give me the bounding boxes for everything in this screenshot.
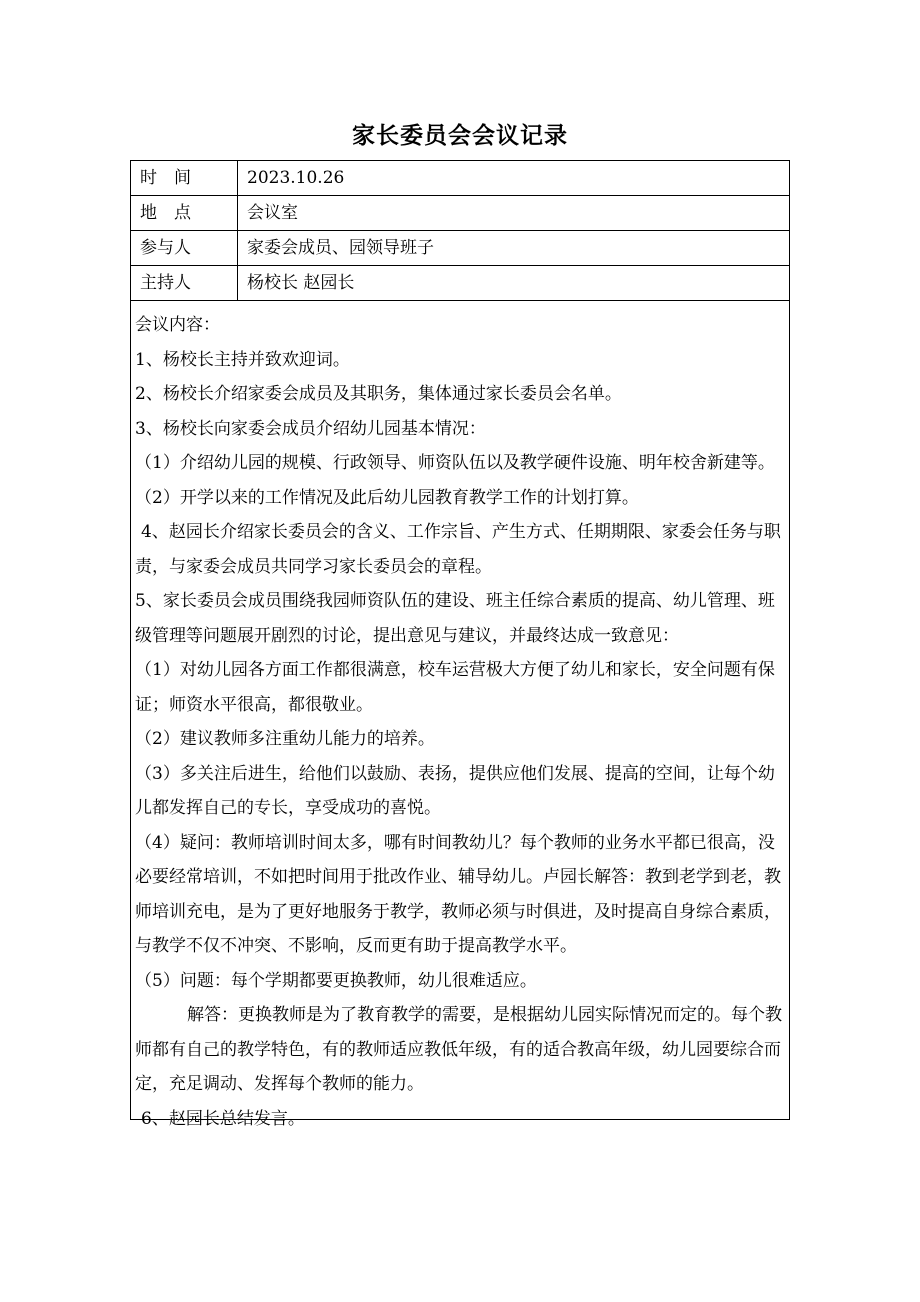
info-value: 会议室 [247,203,298,223]
content-item: （5）问题：每个学期都要更换教师，幼儿很难适应。 [135,970,537,991]
info-label: 时 间 [131,161,238,195]
content-item: 2、杨校长介绍家委会成员及其职务，集体通过家长委员会名单。 [135,384,622,404]
content-item: 6、赵园长总结发言。 [141,1108,305,1129]
info-row-location [131,196,789,231]
content-heading: 会议内容： [135,315,220,335]
content-item: 1、杨校长主持并致欢迎词。 [135,349,350,370]
info-row-time [131,161,789,196]
info-value: 2023.10.26 [247,168,345,188]
content-item: 解答：更换教师是为了教育教学的需要，是根据幼儿园实际情况而定的。每个教师都有自己的教学特色，有的教师适应教低年级，有的适合教高年级，幼儿园要综合而定，充足调动、发挥每个教师的能力。 [135,1005,782,1094]
meeting-record-table [130,160,790,1129]
content-item: 5、家长委员会成员围绕我园师资队伍的建设、班主任综合素质的提高、幼儿管理、班级管理等问题展开剧烈的讨论，提出意见与建议，并最终达成一致意见： [135,591,775,646]
info-value: 家委会成员、园领导班子 [247,238,434,258]
content-item: （2）开学以来的工作情况及此后幼儿园教育教学工作的计划打算。 [135,487,639,508]
info-row-host [131,266,789,301]
content-item: （2）建议教师多注重幼儿能力的培养。 [135,729,435,749]
info-row-participants [131,231,789,266]
document-title: 家长委员会会议记录 [352,122,568,149]
info-label: 参与人 [131,231,238,265]
info-value: 杨校长 赵园长 [247,273,355,293]
content-item: 4、赵园长介绍家长委员会的含义、工作宗旨、产生方式、任期期限、家委会任务与职责，与家委会成员共同学习家长委员会的章程。 [135,522,781,577]
content-item: （4）疑问：教师培训时间太多，哪有时间教幼儿？每个教师的业务水平都已很高，没必要经常培训，不如把时间用于批改作业、辅导幼儿。卢园长解答：教到老学到老，教师培训充电，是为了更好地服务于教学，教师必须与时俱进，及时提高自身综合素质，与教学不仅不冲突、不影响，反而更有助于提高教学水平。 [135,832,781,956]
content-item: （3）多关注后进生，给他们以鼓励、表扬，提供应他们发展、提高的空间，让每个幼儿都发挥自己的专长，享受成功的喜悦。 [135,763,775,818]
meeting-content [131,301,789,1129]
content-item: 3、杨校长向家委会成员介绍幼儿园基本情况： [135,418,486,439]
info-label: 主持人 [131,266,238,300]
content-item: （1）对幼儿园各方面工作都很满意，校车运营极大方便了幼儿和家长，安全问题有保证；师资水平很高，都很敬业。 [135,660,775,715]
content-item: （1）介绍幼儿园的规模、行政领导、师资队伍以及教学硬件设施、明年校舍新建等。 [135,453,775,473]
info-label: 地 点 [131,196,238,230]
